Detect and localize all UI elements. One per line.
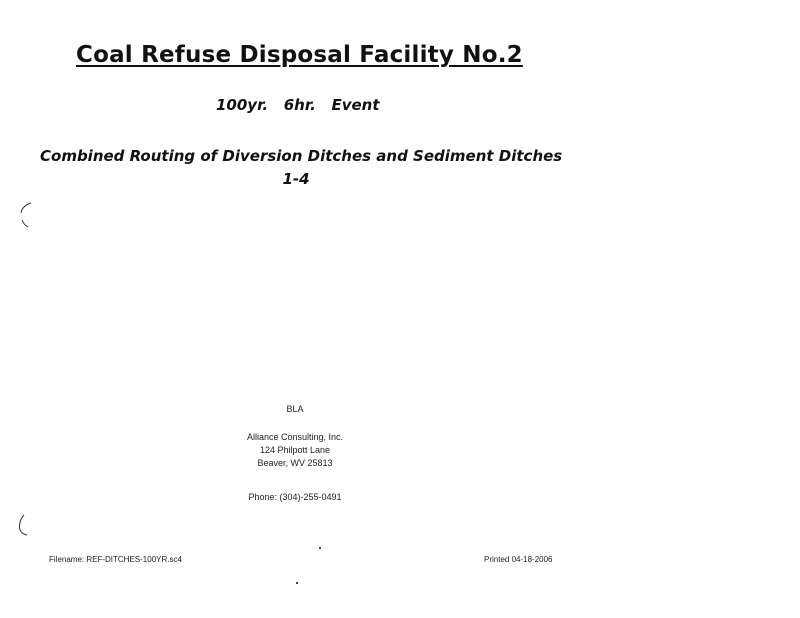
- scan-speck: [296, 582, 298, 584]
- document-subtitle: Combined Routing of Diversion Ditches and Sediment Ditches: [40, 147, 563, 165]
- scan-speck: [319, 547, 321, 549]
- company-phone: Phone: (304)-255-0491: [248, 492, 342, 502]
- storm-event-label: 100yr. 6hr. Event: [216, 96, 380, 114]
- company-city: Beaver, WV 25813: [257, 458, 333, 468]
- company-street: 124 Philpott Lane: [259, 445, 331, 455]
- company-abbreviation: BLA: [286, 404, 304, 414]
- punch-hole-mark: [16, 512, 32, 538]
- document-title: Coal Refuse Disposal Facility No.2: [76, 42, 523, 68]
- company-name: Alliance Consulting, Inc.: [246, 432, 344, 442]
- footer-printed-date: Printed 04-18-2006: [484, 555, 553, 564]
- footer-filename: Filename: REF-DITCHES-100YR.sc4: [49, 555, 182, 564]
- punch-hole-mark: [18, 200, 36, 230]
- ditch-range: 1-4: [282, 170, 310, 188]
